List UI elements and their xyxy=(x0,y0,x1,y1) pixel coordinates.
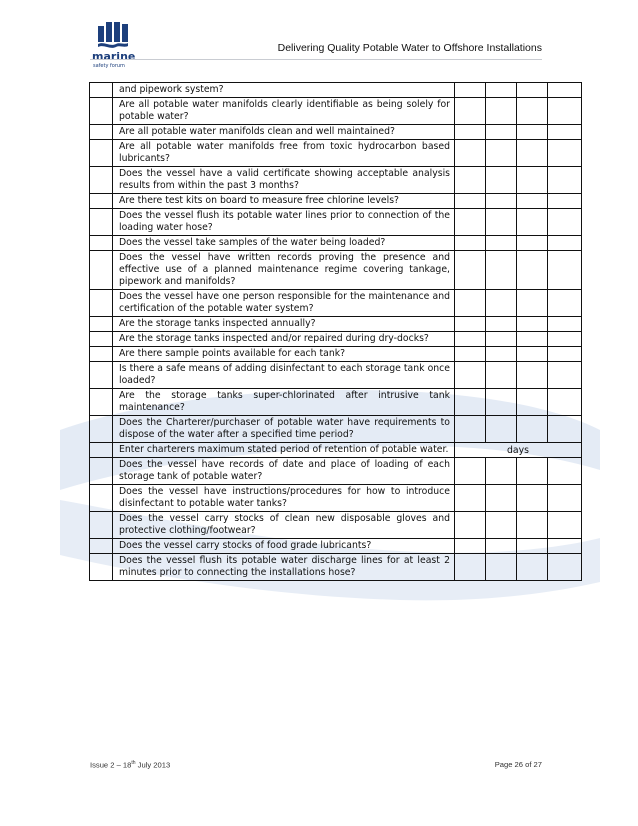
checklist-row xyxy=(90,290,582,317)
row-margin-cell xyxy=(90,251,113,290)
answer-yes-box[interactable] xyxy=(455,125,486,140)
question-text: Are all potable water manifolds clearly identifiable as being solely for potable water? xyxy=(113,98,455,125)
answer-comment-box[interactable] xyxy=(548,539,582,554)
answer-yes-box[interactable] xyxy=(455,194,486,209)
checklist-row xyxy=(90,539,582,554)
question-text: Are there sample points available for each tank? xyxy=(113,347,455,362)
row-margin-cell xyxy=(90,416,113,443)
answer-yes-box[interactable] xyxy=(455,416,486,443)
answer-yes-box[interactable] xyxy=(455,347,486,362)
answer-no-box[interactable] xyxy=(486,332,517,347)
answer-no-box[interactable] xyxy=(486,140,517,167)
answer-comment-box[interactable] xyxy=(548,416,582,443)
answer-no-box[interactable] xyxy=(486,209,517,236)
answer-comment-box[interactable] xyxy=(548,512,582,539)
row-margin-cell xyxy=(90,539,113,554)
answer-no-box[interactable] xyxy=(486,554,517,581)
answer-comment-box[interactable] xyxy=(548,167,582,194)
row-margin-cell xyxy=(90,140,113,167)
row-margin-cell xyxy=(90,554,113,581)
answer-comment-box[interactable] xyxy=(548,194,582,209)
row-margin-cell xyxy=(90,347,113,362)
answer-yes-box[interactable] xyxy=(455,554,486,581)
answer-na-box[interactable] xyxy=(517,290,548,317)
footer-issue-date xyxy=(90,760,170,770)
answer-comment-box[interactable] xyxy=(548,458,582,485)
checklist-row xyxy=(90,554,582,581)
checklist-row xyxy=(90,317,582,332)
checklist-row xyxy=(90,485,582,512)
answer-yes-box[interactable] xyxy=(455,539,486,554)
answer-na-box[interactable] xyxy=(517,125,548,140)
row-margin-cell xyxy=(90,83,113,98)
question-text: Are all potable water manifolds clean and well maintained? xyxy=(113,125,455,140)
row-margin-cell xyxy=(90,512,113,539)
answer-na-box[interactable] xyxy=(517,140,548,167)
question-text: Are the storage tanks super-chlorinated after intrusive tank maintenance? xyxy=(113,389,455,416)
retention-period-days-field[interactable]: days xyxy=(455,443,582,458)
question-text: Enter charterers maximum stated period of retention of potable water. xyxy=(113,443,455,458)
answer-na-box[interactable] xyxy=(517,416,548,443)
question-text: Does the vessel have one person responsible for the maintenance and certification of the potable water system? xyxy=(113,290,455,317)
answer-no-box[interactable] xyxy=(486,290,517,317)
answer-no-box[interactable] xyxy=(486,125,517,140)
marine-safety-forum-logo xyxy=(92,22,136,70)
answer-yes-box[interactable] xyxy=(455,290,486,317)
answer-comment-box[interactable] xyxy=(548,317,582,332)
answer-yes-box[interactable] xyxy=(455,362,486,389)
row-margin-cell xyxy=(90,290,113,317)
checklist-row xyxy=(90,194,582,209)
answer-na-box[interactable] xyxy=(517,347,548,362)
answer-no-box[interactable] xyxy=(486,458,517,485)
answer-na-box[interactable] xyxy=(517,539,548,554)
answer-yes-box[interactable] xyxy=(455,485,486,512)
answer-yes-box[interactable] xyxy=(455,209,486,236)
footer-issue-ordinal: th xyxy=(131,760,136,766)
answer-na-box[interactable] xyxy=(517,167,548,194)
checklist-row xyxy=(90,389,582,416)
answer-no-box[interactable] xyxy=(486,194,517,209)
question-text: Does the vessel take samples of the water being loaded? xyxy=(113,236,455,251)
answer-yes-box[interactable] xyxy=(455,98,486,125)
answer-comment-box[interactable] xyxy=(548,140,582,167)
answer-na-box[interactable] xyxy=(517,485,548,512)
answer-na-box[interactable] xyxy=(517,317,548,332)
row-margin-cell xyxy=(90,317,113,332)
answer-no-box[interactable] xyxy=(486,539,517,554)
row-margin-cell xyxy=(90,194,113,209)
checklist-row xyxy=(90,236,582,251)
question-text: Is there a safe means of adding disinfectant to each storage tank once loaded? xyxy=(113,362,455,389)
checklist-row xyxy=(90,167,582,194)
answer-yes-box[interactable] xyxy=(455,140,486,167)
answer-comment-box[interactable] xyxy=(548,362,582,389)
answer-comment-box[interactable] xyxy=(548,251,582,290)
question-text: Does the vessel flush its potable water lines prior to connection of the loading water hose? xyxy=(113,209,455,236)
answer-na-box[interactable] xyxy=(517,209,548,236)
checklist-row xyxy=(90,416,582,443)
footer-issue-suffix: July 2013 xyxy=(135,760,171,770)
answer-no-box[interactable] xyxy=(486,317,517,332)
answer-yes-box[interactable] xyxy=(455,251,486,290)
checklist-row xyxy=(90,347,582,362)
answer-na-box[interactable] xyxy=(517,554,548,581)
answer-na-box[interactable] xyxy=(517,251,548,290)
answer-yes-box[interactable] xyxy=(455,512,486,539)
answer-na-box[interactable] xyxy=(517,194,548,209)
answer-comment-box[interactable] xyxy=(548,347,582,362)
answer-na-box[interactable] xyxy=(517,362,548,389)
answer-na-box[interactable] xyxy=(517,512,548,539)
answer-no-box[interactable] xyxy=(486,362,517,389)
answer-yes-box[interactable] xyxy=(455,236,486,251)
answer-comment-box[interactable] xyxy=(548,554,582,581)
answer-yes-box[interactable] xyxy=(455,167,486,194)
answer-comment-box[interactable] xyxy=(548,485,582,512)
answer-no-box[interactable] xyxy=(486,251,517,290)
answer-no-box[interactable] xyxy=(486,347,517,362)
logo-wordmark: marine xyxy=(92,50,136,63)
question-text: and pipework system? xyxy=(113,83,455,98)
answer-na-box[interactable] xyxy=(517,389,548,416)
answer-no-box[interactable] xyxy=(486,236,517,251)
answer-na-box[interactable] xyxy=(517,98,548,125)
question-text: Does the Charterer/purchaser of potable water have requirements to dispose of the water after a specified time period? xyxy=(113,416,455,443)
row-margin-cell xyxy=(90,485,113,512)
footer-issue-prefix: Issue 2 – 18 xyxy=(90,760,132,770)
row-margin-cell xyxy=(90,443,113,458)
answer-comment-box[interactable] xyxy=(548,290,582,317)
row-margin-cell xyxy=(90,389,113,416)
document-header-title: Delivering Quality Potable Water to Offshore Installations xyxy=(277,42,542,54)
checklist-row xyxy=(90,83,582,98)
question-text: Does the vessel have instructions/procedures for how to introduce disinfectant to potable water tanks? xyxy=(113,485,455,512)
question-text: Does the vessel flush its potable water discharge lines for at least 2 minutes prior to connecting the installations hose? xyxy=(113,554,455,581)
checklist-row xyxy=(90,443,582,458)
answer-yes-box[interactable] xyxy=(455,458,486,485)
checklist-row xyxy=(90,209,582,236)
question-text: Are all potable water manifolds free from toxic hydrocarbon based lubricants? xyxy=(113,140,455,167)
row-margin-cell xyxy=(90,209,113,236)
question-text: Does the vessel carry stocks of clean new disposable gloves and protective clothing/footwear? xyxy=(113,512,455,539)
footer-page-number: Page 26 of 27 xyxy=(494,760,542,769)
row-margin-cell xyxy=(90,125,113,140)
answer-no-box[interactable] xyxy=(486,389,517,416)
answer-comment-box[interactable] xyxy=(548,98,582,125)
answer-comment-box[interactable] xyxy=(548,389,582,416)
answer-no-box[interactable] xyxy=(486,167,517,194)
row-margin-cell xyxy=(90,332,113,347)
checklist-row xyxy=(90,512,582,539)
logo-bars-graphic xyxy=(98,22,128,50)
answer-comment-box[interactable] xyxy=(548,332,582,347)
question-text: Are there test kits on board to measure free chlorine levels? xyxy=(113,194,455,209)
row-margin-cell xyxy=(90,98,113,125)
checklist-row xyxy=(90,458,582,485)
checklist-row xyxy=(90,125,582,140)
question-text: Does the vessel have records of date and place of loading of each storage tank of potable water? xyxy=(113,458,455,485)
answer-no-box[interactable] xyxy=(486,512,517,539)
answer-no-box[interactable] xyxy=(486,98,517,125)
answer-yes-box[interactable] xyxy=(455,317,486,332)
answer-yes-box[interactable] xyxy=(455,83,486,98)
answer-comment-box[interactable] xyxy=(548,125,582,140)
answer-na-box[interactable] xyxy=(517,458,548,485)
header-divider xyxy=(90,59,542,60)
row-margin-cell xyxy=(90,236,113,251)
checklist-row xyxy=(90,362,582,389)
answer-comment-box[interactable] xyxy=(548,236,582,251)
answer-na-box[interactable] xyxy=(517,83,548,98)
checklist-row xyxy=(90,140,582,167)
checklist-row xyxy=(90,332,582,347)
answer-no-box[interactable] xyxy=(486,416,517,443)
answer-comment-box[interactable] xyxy=(548,209,582,236)
logo-subword: safety forum xyxy=(93,63,125,69)
question-text: Does the vessel have a valid certificate showing acceptable analysis results from within the past 3 months? xyxy=(113,167,455,194)
row-margin-cell xyxy=(90,167,113,194)
answer-no-box[interactable] xyxy=(486,485,517,512)
row-margin-cell xyxy=(90,362,113,389)
checklist-row xyxy=(90,98,582,125)
answer-yes-box[interactable] xyxy=(455,332,486,347)
checklist-table xyxy=(89,82,582,581)
answer-no-box[interactable] xyxy=(486,83,517,98)
answer-na-box[interactable] xyxy=(517,332,548,347)
question-text: Does the vessel have written records proving the presence and effective use of a planned maintenance regime covering tankage, pipework and manifolds? xyxy=(113,251,455,290)
row-margin-cell xyxy=(90,458,113,485)
answer-na-box[interactable] xyxy=(517,236,548,251)
answer-comment-box[interactable] xyxy=(548,83,582,98)
question-text: Are the storage tanks inspected and/or repaired during dry-docks? xyxy=(113,332,455,347)
question-text: Does the vessel carry stocks of food grade lubricants? xyxy=(113,539,455,554)
checklist-row xyxy=(90,251,582,290)
question-text: Are the storage tanks inspected annually? xyxy=(113,317,455,332)
answer-yes-box[interactable] xyxy=(455,389,486,416)
